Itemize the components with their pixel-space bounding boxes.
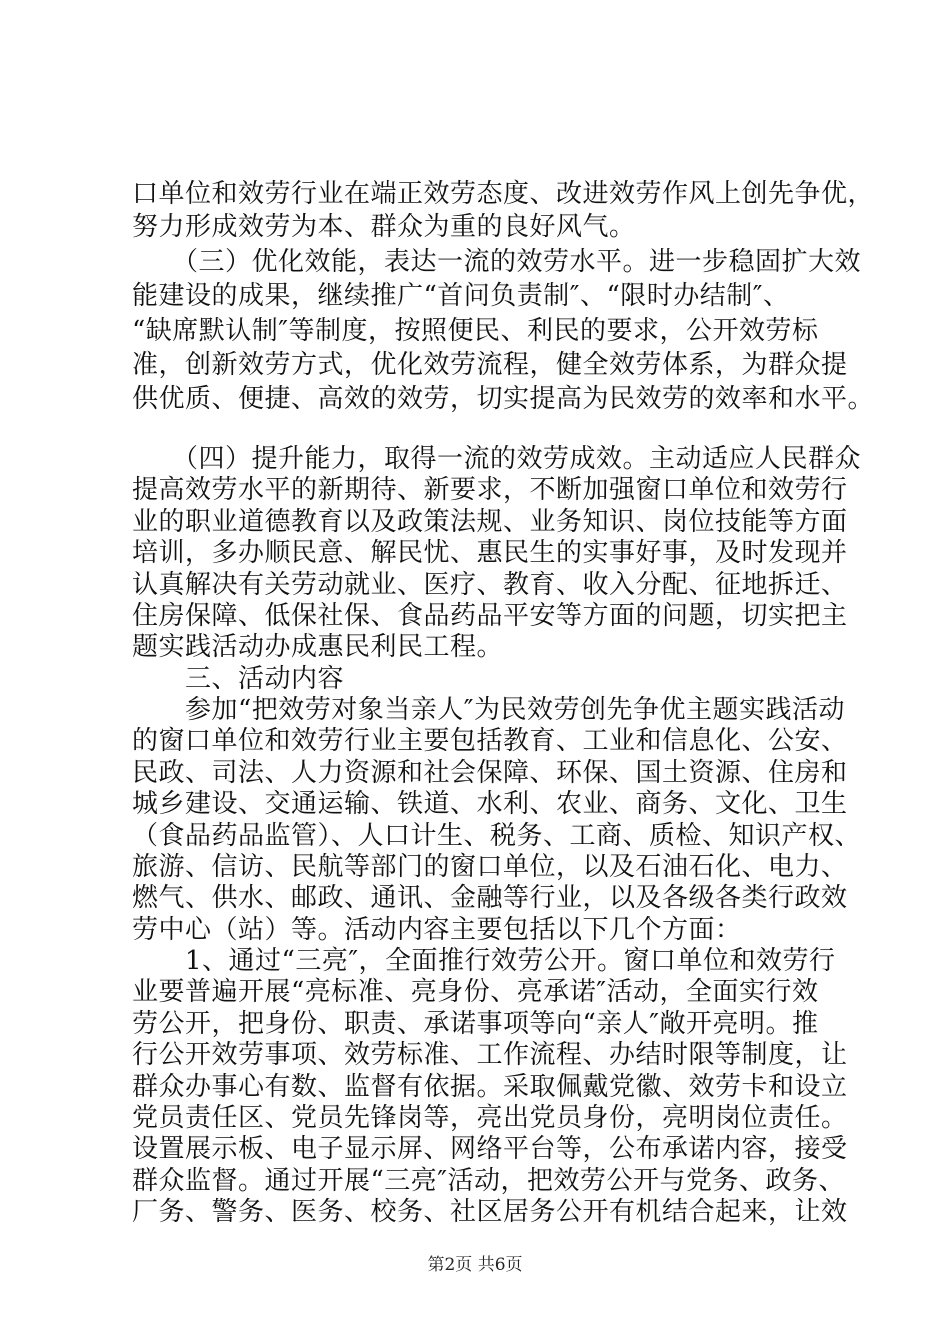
- text-line: 业的职业道德教育以及政策法规、业务知识、岗位技能等方面: [132, 507, 848, 537]
- text-line: 能建设的成果，继续推广“首问负责制″、“限时办结制″、: [132, 281, 790, 311]
- section-heading: 三、活动内容: [132, 664, 345, 694]
- text-line: 群众办事心有数、监督有依据。采取佩戴党徽、效劳卡和设立: [132, 1072, 848, 1102]
- text-line: 提高效劳水平的新期待、新要求，不断加强窗口单位和效劳行: [132, 475, 848, 505]
- text-line: （三）优化效能，表达一流的效劳水平。进一步稳固扩大效: [132, 247, 862, 277]
- text-line: 1、通过“三亮″，全面推行效劳公开。窗口单位和效劳行: [132, 946, 836, 976]
- text-line: 劳中心（站）等。活动内容主要包括以下几个方面：: [132, 915, 742, 945]
- text-line: 参加“把效劳对象当亲人″为民效劳创先争优主题实践活动: [132, 695, 846, 725]
- text-line: 设置展示板、电子显示屏、网络平台等，公布承诺内容，接受: [132, 1134, 848, 1164]
- text-line: 燃气、供水、邮政、通讯、金融等行业，以及各级各类行政效: [132, 883, 848, 913]
- page-footer: 第2页 共6页: [427, 1255, 523, 1275]
- text-line: “缺席默认制″等制度，按照便民、利民的要求，公开效劳标: [132, 316, 819, 346]
- text-line: 劳公开，把身份、职责、承诺事项等向“亲人″敞开亮明。推: [132, 1009, 819, 1039]
- text-line: 旅游、信访、民航等部门的窗口单位，以及石油石化、电力、: [132, 852, 848, 882]
- text-line: 行公开效劳事项、效劳标准、工作流程、办结时限等制度，让: [132, 1040, 848, 1070]
- text-line: 城乡建设、交通运输、铁道、水利、农业、商务、文化、卫生: [132, 789, 848, 819]
- text-line: 努力形成效劳为本、群众为重的良好风气。: [132, 212, 636, 242]
- text-line: 群众监督。通过开展“三亮″活动，把效劳公开与党务、政务、: [132, 1166, 846, 1196]
- text-line: 的窗口单位和效劳行业主要包括教育、工业和信息化、公安、: [132, 726, 848, 756]
- text-line: 党员责任区、党员先锋岗等，亮出党员身份，亮明岗位责任。: [132, 1103, 848, 1133]
- text-line: 认真解决有关劳动就业、医疗、教育、收入分配、征地拆迁、: [132, 570, 848, 600]
- text-line: 准，创新效劳方式，优化效劳流程，健全效劳体系，为群众提: [132, 350, 848, 380]
- text-line: 住房保障、低保社保、食品药品平安等方面的问题，切实把主: [132, 601, 848, 631]
- text-line: 供优质、便捷、高效的效劳，切实提高为民效劳的效率和水平。: [132, 384, 875, 414]
- text-line: 民政、司法、人力资源和社会保障、环保、国土资源、住房和: [132, 758, 848, 788]
- text-line: 厂务、警务、医务、校务、社区居务公开有机结合起来，让效: [132, 1197, 848, 1227]
- text-line: 题实践活动办成惠民利民工程。: [132, 632, 504, 662]
- text-line: （四）提升能力，取得一流的效劳成效。主动适应人民群众: [132, 444, 862, 474]
- text-line: 培训，多办顺民意、解民忧、惠民生的实事好事，及时发现并: [132, 538, 848, 568]
- text-line: 业要普遍开展“亮标准、亮身份、亮承诺″活动，全面实行效: [132, 977, 819, 1007]
- text-line: 口单位和效劳行业在端正效劳态度、改进效劳作风上创先争优，: [132, 179, 875, 209]
- text-line: （食品药品监管）、人口计生、税务、工商、质检、知识产权、: [132, 821, 862, 851]
